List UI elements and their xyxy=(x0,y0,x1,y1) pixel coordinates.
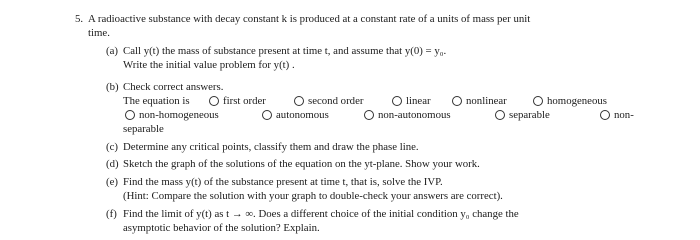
option-non-homogeneous-label: non-homogeneous xyxy=(139,109,219,121)
option-second-order-label: second order xyxy=(308,95,364,107)
option-first-order[interactable] xyxy=(209,94,266,108)
part-e-line-1: Find the mass y(t) of the substance present at time t, that is, solve the IVP. xyxy=(123,176,443,188)
option-homogeneous-label: homogeneous xyxy=(547,95,607,107)
option-non-separable-label: non- xyxy=(614,109,634,121)
radio-nonlinear[interactable] xyxy=(452,96,462,106)
radio-non-separable[interactable] xyxy=(600,110,610,120)
option-non-homogeneous[interactable] xyxy=(125,108,219,122)
part-f-line-1: Find the limit of y(t) as t → ∞. Does a different choice of the initial condition y₀ change the xyxy=(123,208,519,220)
option-first-order-label: first order xyxy=(223,95,266,107)
problem-number: 5. xyxy=(75,13,84,25)
radio-homogeneous[interactable] xyxy=(533,96,543,106)
part-c-label: (c) xyxy=(106,141,118,153)
radio-separable[interactable] xyxy=(495,110,505,120)
option-second-order[interactable] xyxy=(294,94,363,108)
part-a-line-1: Call y(t) the mass of substance present at time t, and assume that y(0) = y₀. xyxy=(123,45,447,57)
part-e-label: (e) xyxy=(106,176,118,188)
part-b-title: Check correct answers. xyxy=(123,81,224,93)
part-c-line-1: Determine any critical points, classify them and draw the phase line. xyxy=(123,141,419,153)
radio-non-homogeneous[interactable] xyxy=(125,110,135,120)
part-a-line-2: Write the initial value problem for y(t) . xyxy=(123,59,295,71)
option-non-separable-continuation: separable xyxy=(123,123,164,135)
radio-autonomous[interactable] xyxy=(262,110,272,120)
option-nonlinear[interactable] xyxy=(452,94,507,108)
part-f-line-2: asymptotic behavior of the solution? Explain. xyxy=(123,222,320,234)
option-separable-label: separable xyxy=(509,109,550,121)
part-f-label: (f) xyxy=(106,208,117,220)
option-linear[interactable] xyxy=(392,94,431,108)
option-non-autonomous[interactable] xyxy=(364,108,451,122)
part-b-prompt: The equation is xyxy=(123,95,190,107)
radio-non-autonomous[interactable] xyxy=(364,110,374,120)
option-nonlinear-label: nonlinear xyxy=(466,95,507,107)
problem-stem-line-2: time. xyxy=(88,27,110,39)
problem-stem-line-1: A radioactive substance with decay constant k is produced at a constant rate of a units of mass per unit xyxy=(88,13,531,25)
option-non-autonomous-label: non-autonomous xyxy=(378,109,451,121)
radio-first-order[interactable] xyxy=(209,96,219,106)
part-d-line-1: Sketch the graph of the solutions of the equation on the yt-plane. Show your work. xyxy=(123,158,480,170)
option-autonomous[interactable] xyxy=(262,108,329,122)
option-non-separable[interactable] xyxy=(600,108,634,122)
part-e-line-2: (Hint: Compare the solution with your graph to double-check your answers are correct). xyxy=(123,190,503,202)
radio-linear[interactable] xyxy=(392,96,402,106)
option-autonomous-label: autonomous xyxy=(276,109,329,121)
radio-second-order[interactable] xyxy=(294,96,304,106)
option-linear-label: linear xyxy=(406,95,431,107)
option-separable[interactable] xyxy=(495,108,550,122)
part-d-label: (d) xyxy=(106,158,119,170)
option-homogeneous[interactable] xyxy=(533,94,607,108)
part-b-label: (b) xyxy=(106,81,119,93)
part-a-label: (a) xyxy=(106,45,118,57)
